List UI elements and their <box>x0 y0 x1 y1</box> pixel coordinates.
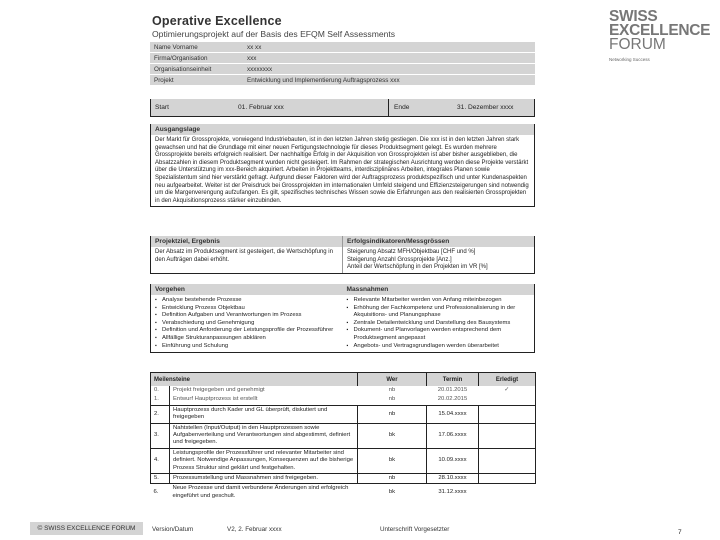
milestones-header-row <box>151 373 536 387</box>
info-label: Organisationseinheit <box>150 64 243 74</box>
milestone-who: bk <box>358 448 427 473</box>
document-title: Operative Excellence <box>152 14 282 28</box>
milestone-row <box>151 386 536 395</box>
milestone-done <box>479 474 536 484</box>
ausgangslage-text: Der Markt für Grossprojekte, vorwiegend Industriebauten, ist in den letzten Jahren stetig gestiegen. Die xxx ist in den letzten Jahren stark gewachsen und hat die Grundlage mit einer neuen Fertigungstechnologie für dieses Produktsegment gelegt. Es wurden mehrere Grossprojekte bereits erfolgreich realisiert. Der nachhaltige Erfolg in der Akquisition von Grossprojekten ist aber bisher ausgeblieben, die Absatzzahlen in diesem Produktsegment wurden nicht gesteigert. Im Rahmen der strategischen Ausrichtung werden diese Projekte verstärkt über die Unterstützung im xxx-Bereich akquiriert. Arbeiten in Projektteams, interdisziplinäres Arbeiten, integrales Planen sowie Spezialistentum sind hier verstärkt gefragt. Aufgrund dieser Faktoren wird der Auftragsprozess produktspezifisch und unter Kundenaspekten neu aufgearbeitet. Weiter ist der Preisdruck bei Grossprojekten im internationalen Umfeld steigend und Effizienzsteigerungen sind notwendig um die Margenverengung aufzufangen. Es gilt, spezifisches technisches Wissen sowie die Erfahrungen aus den realisierten Grossprojekten in den Akquisitionsprozess stärker einzubinden. <box>155 137 529 204</box>
end-label: Ende <box>394 104 410 111</box>
erfolgsfaktor-item: Steigerung Anzahl Grossprojekte [Anz.] <box>347 256 452 263</box>
milestone-text: Hauptprozess durch Kader und GL überprüft, diskutiert und freigegeben <box>170 405 358 423</box>
info-label: Name Vorname <box>150 42 243 52</box>
milestone-done <box>479 395 536 405</box>
milestone-done <box>479 405 536 423</box>
milestone-who: bk <box>388 489 396 496</box>
massnahme-item: ▪ Erhöhung der Fachkompetenz und Professionalisierung in der Akquisitions- und Planungsphase <box>347 305 532 320</box>
logo-tagline: Networking Success <box>609 57 650 62</box>
milestone-date: 20.02.2015 <box>437 396 468 403</box>
copyright-badge: © SWISS EXCELLENCE FORUM <box>30 522 143 535</box>
info-row <box>150 42 535 52</box>
milestone-row <box>151 405 536 423</box>
milestone-number: 0. <box>151 386 170 395</box>
milestone-date: 31.12.xxxx <box>438 489 467 496</box>
page-number: 7 <box>678 529 682 536</box>
vorgehen-item: ▪ Entwicklung Prozess Objektbau <box>155 305 340 313</box>
milestone-text: Nahtstellen (Input/Output) in den Hauptprozessen sowie Aufgabenverteilung und Verantwortungen sind abgestimmt, definiert und freigegeben. <box>170 423 358 448</box>
vorgehen-item: ▪ Allfällige Strukturanpassungen abklären <box>155 335 340 343</box>
milestone-date: 15.04.xxxx <box>427 405 479 423</box>
milestone-done <box>479 448 536 473</box>
milestone-date: 10.09.xxxx <box>427 448 479 473</box>
massnahmen-list <box>343 295 535 352</box>
swiss-excellence-forum-logo <box>609 10 710 67</box>
info-label: Firma/Organisation <box>150 53 243 63</box>
milestone-done <box>479 484 536 501</box>
milestone-row <box>151 448 536 473</box>
milestone-row <box>151 474 536 484</box>
vorgehen-item: ▪ Analyse bestehende Prozesse <box>155 297 340 305</box>
info-row <box>150 53 535 63</box>
vorgehen-item: ▪ Definition Aufgaben und Verantwortungen im Prozess <box>155 312 340 320</box>
massnahmen-header: Massnahmen <box>343 284 535 295</box>
start-value: 01. Februar xxx <box>238 104 284 111</box>
info-value: xx xx <box>243 42 535 52</box>
milestone-number: 3. <box>151 423 170 448</box>
info-row <box>150 64 535 74</box>
milestone-date: 28.10.xxxx <box>427 474 479 484</box>
logo-line-3: FORUM <box>609 36 666 53</box>
milestone-number: 1. <box>151 395 170 405</box>
who-header: Wer <box>358 373 427 387</box>
milestone-text: Projekt freigegeben und genehmigt <box>173 387 265 393</box>
milestone-done-check: ✓ <box>479 386 536 395</box>
milestone-who: bk <box>358 423 427 448</box>
milestone-who: nb <box>358 474 427 484</box>
milestone-text: Leistungsprofile der Prozessführer und relevanter Mitarbeiter sind definiert. Notwendige Anpassungen, Konsequenzen auf die bisherige Prozess Struktur sind geklärt und festgehalten. <box>170 448 358 473</box>
milestone-number: 4. <box>151 448 170 473</box>
date-header: Termin <box>427 373 479 387</box>
info-value: Entwicklung und Implementierung Auftragsprozess xxx <box>243 75 535 85</box>
document-subtitle: Optimierungsprojekt auf der Basis des EFQM Self Assessments <box>152 29 396 39</box>
logo-line-2: EXCELLENCE <box>609 22 711 39</box>
milestone-text: Prozessumstellung und Massnahmen sind freigegeben. <box>170 474 358 484</box>
vorgehen-item: ▪ Einführung und Schulung <box>155 343 340 351</box>
version-label: Version/Datum <box>152 526 194 533</box>
milestone-who: nb <box>358 405 427 423</box>
milestone-who: nb <box>388 387 396 393</box>
milestone-who: nb <box>388 396 396 403</box>
projektziel-text: Der Absatz im Produktsegment ist gesteigert, die Wertschöpfung in den Aufträgen dabei erhöht. <box>155 249 333 263</box>
vorgehen-item: ▪ Definition und Anforderung der Leistungsprofile der Prozessführer <box>155 327 340 335</box>
erfolgsfaktoren-header: Erfolgsindikatoren/Messgrössen <box>343 236 534 247</box>
ziel-section <box>150 236 535 274</box>
milestone-date: 17.06.xxxx <box>427 423 479 448</box>
schedule-row <box>150 99 535 117</box>
info-value: xxxxxxxx <box>243 64 535 74</box>
document-page <box>147 0 540 540</box>
milestone-done <box>479 423 536 448</box>
logo-line-1: SWISS <box>609 8 658 25</box>
massnahme-item: ▪ Angebots- und Vertragsgrundlagen werden überarbeitet <box>347 343 532 351</box>
milestone-row <box>151 423 536 448</box>
vorgehen-section <box>150 284 535 353</box>
vorgehen-item: ▪ Verabschiedung und Genehmigung <box>155 320 340 328</box>
ausgangslage-section <box>150 124 535 207</box>
milestone-number: 6. <box>153 489 159 496</box>
milestone-text: Neue Prozesse und damit verbundene Änderungen sind erfolgreich eingeführt und geschult. <box>172 485 349 499</box>
ausgangslage-header: Ausgangslage <box>151 124 534 135</box>
milestones-table <box>150 372 536 501</box>
milestone-row <box>151 484 536 501</box>
massnahme-item: ▪ Zentrale Detailentwicklung und Darstellung des Bausystems <box>347 320 532 328</box>
erfolgsfaktor-item: Anteil der Wertschöpfung in den Projekten im VR [%] <box>347 264 488 271</box>
info-table <box>150 41 535 86</box>
vorgehen-list <box>151 295 343 352</box>
info-value: xxx <box>243 53 535 63</box>
version-value: V2, 2. Februar xxxx <box>227 526 282 533</box>
info-label: Projekt <box>150 75 243 85</box>
massnahme-item: ▪ Relevante Mitarbeiter werden von Anfang miteinbezogen <box>347 297 532 305</box>
erfolgsfaktor-item: Steigerung Absatz MFH/Objektbau [CHF und %] <box>347 249 476 255</box>
massnahme-item: ▪ Dokument- und Planvorlagen werden entsprechend dem Produktsegment angepasst <box>347 327 532 342</box>
end-value: 31. Dezember xxxx <box>457 104 514 111</box>
info-row <box>150 75 535 85</box>
milestone-date: 20.01.2015 <box>437 387 468 393</box>
done-header: Erledigt <box>479 373 536 387</box>
milestone-row <box>151 395 536 405</box>
projektziel-header: Projektziel, Ergebnis <box>151 236 342 247</box>
vorgehen-header: Vorgehen <box>151 284 343 295</box>
milestones-title: Meilensteine <box>151 373 358 387</box>
start-label: Start <box>155 104 169 111</box>
milestone-number: 5. <box>151 474 170 484</box>
milestone-number: 2. <box>151 405 170 423</box>
signature-label: Unterschrift Vorgesetzter <box>380 526 450 533</box>
milestone-text: Entwurf Hauptprozess ist erstellt <box>173 396 258 403</box>
